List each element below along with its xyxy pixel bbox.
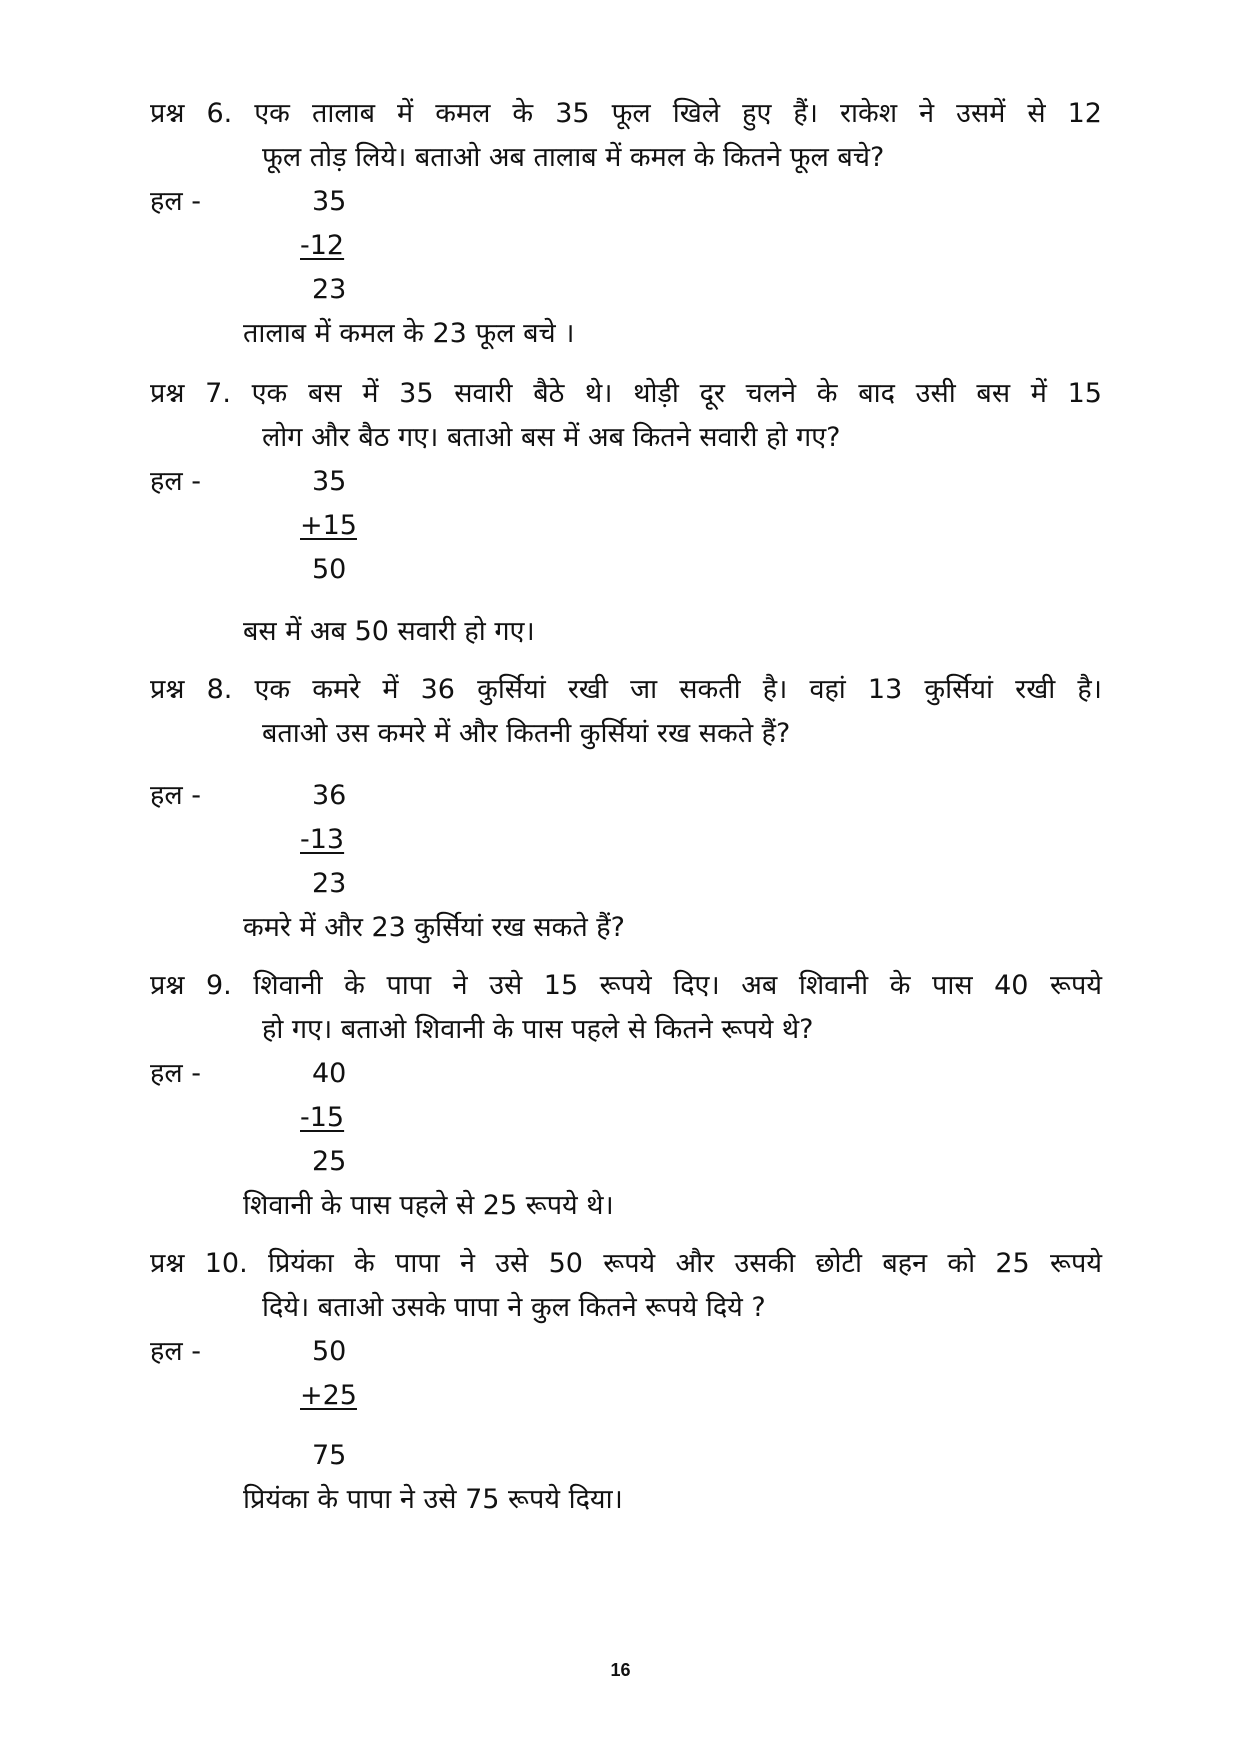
operand-2: -15: [300, 1102, 345, 1133]
question-line-2: हो गए। बताओ शिवानी के पास पहले से कितने रूपये थे?: [262, 1014, 814, 1045]
question-line-1: प्रश्न 8. एक कमरे में 36 कुर्सियां रखी जा सकती है। वहां 13 कुर्सियां रखी है।: [150, 674, 1102, 705]
operand-2: -13: [300, 824, 345, 855]
operand-1: 50: [312, 1336, 347, 1367]
result: 23: [312, 274, 347, 305]
question-line-1: प्रश्न 7. एक बस में 35 सवारी बैठे थे। थोड़ी दूर चलने के बाद उसी बस में 15: [150, 378, 1102, 409]
question-line-1: प्रश्न 6. एक तालाब में कमल के 35 फूल खिले हुए हैं। राकेश ने उसमें से 12: [150, 98, 1102, 129]
result: 23: [312, 868, 347, 899]
question-line-2: फूल तोड़ लिये। बताओ अब तालाब में कमल के कितने फूल बचे?: [262, 142, 885, 173]
answer-line: शिवानी के पास पहले से 25 रूपये थे।: [243, 1190, 614, 1221]
question-line-1: प्रश्न 10. प्रियंका के पापा ने उसे 50 रूपये और उसकी छोटी बहन को 25 रूपये: [150, 1248, 1102, 1279]
answer-line: तालाब में कमल के 23 फूल बचे ।: [243, 318, 575, 349]
operand-2: -12: [300, 230, 345, 261]
operand-1: 40: [312, 1058, 347, 1089]
solution-label: हल -: [150, 780, 201, 811]
operand-1: 35: [312, 466, 347, 497]
question-line-2: दिये। बताओ उसके पापा ने कुल कितने रूपये दिये ?: [262, 1292, 766, 1323]
result: 25: [312, 1146, 347, 1177]
operand-1: 35: [312, 186, 347, 217]
operand-2: +25: [300, 1380, 357, 1411]
answer-line: प्रियंका के पापा ने उसे 75 रूपये दिया।: [243, 1484, 623, 1515]
solution-label: हल -: [150, 1336, 201, 1367]
page-number: 16: [610, 1660, 631, 1680]
operand-2: +15: [300, 510, 357, 541]
question-line-1: प्रश्न 9. शिवानी के पापा ने उसे 15 रूपये दिए। अब शिवानी के पास 40 रूपये: [150, 970, 1102, 1001]
operand-1: 36: [312, 780, 347, 811]
answer-line: कमरे में और 23 कुर्सियां रख सकते हैं?: [243, 912, 625, 943]
solution-label: हल -: [150, 1058, 201, 1089]
solution-label: हल -: [150, 466, 201, 497]
question-line-2: बताओ उस कमरे में और कितनी कुर्सियां रख सकते हैं?: [262, 718, 791, 749]
question-line-2: लोग और बैठ गए। बताओ बस में अब कितने सवारी हो गए?: [262, 422, 841, 453]
result: 50: [312, 554, 347, 585]
result: 75: [312, 1440, 347, 1471]
solution-label: हल -: [150, 186, 201, 217]
answer-line: बस में अब 50 सवारी हो गए।: [243, 616, 535, 647]
